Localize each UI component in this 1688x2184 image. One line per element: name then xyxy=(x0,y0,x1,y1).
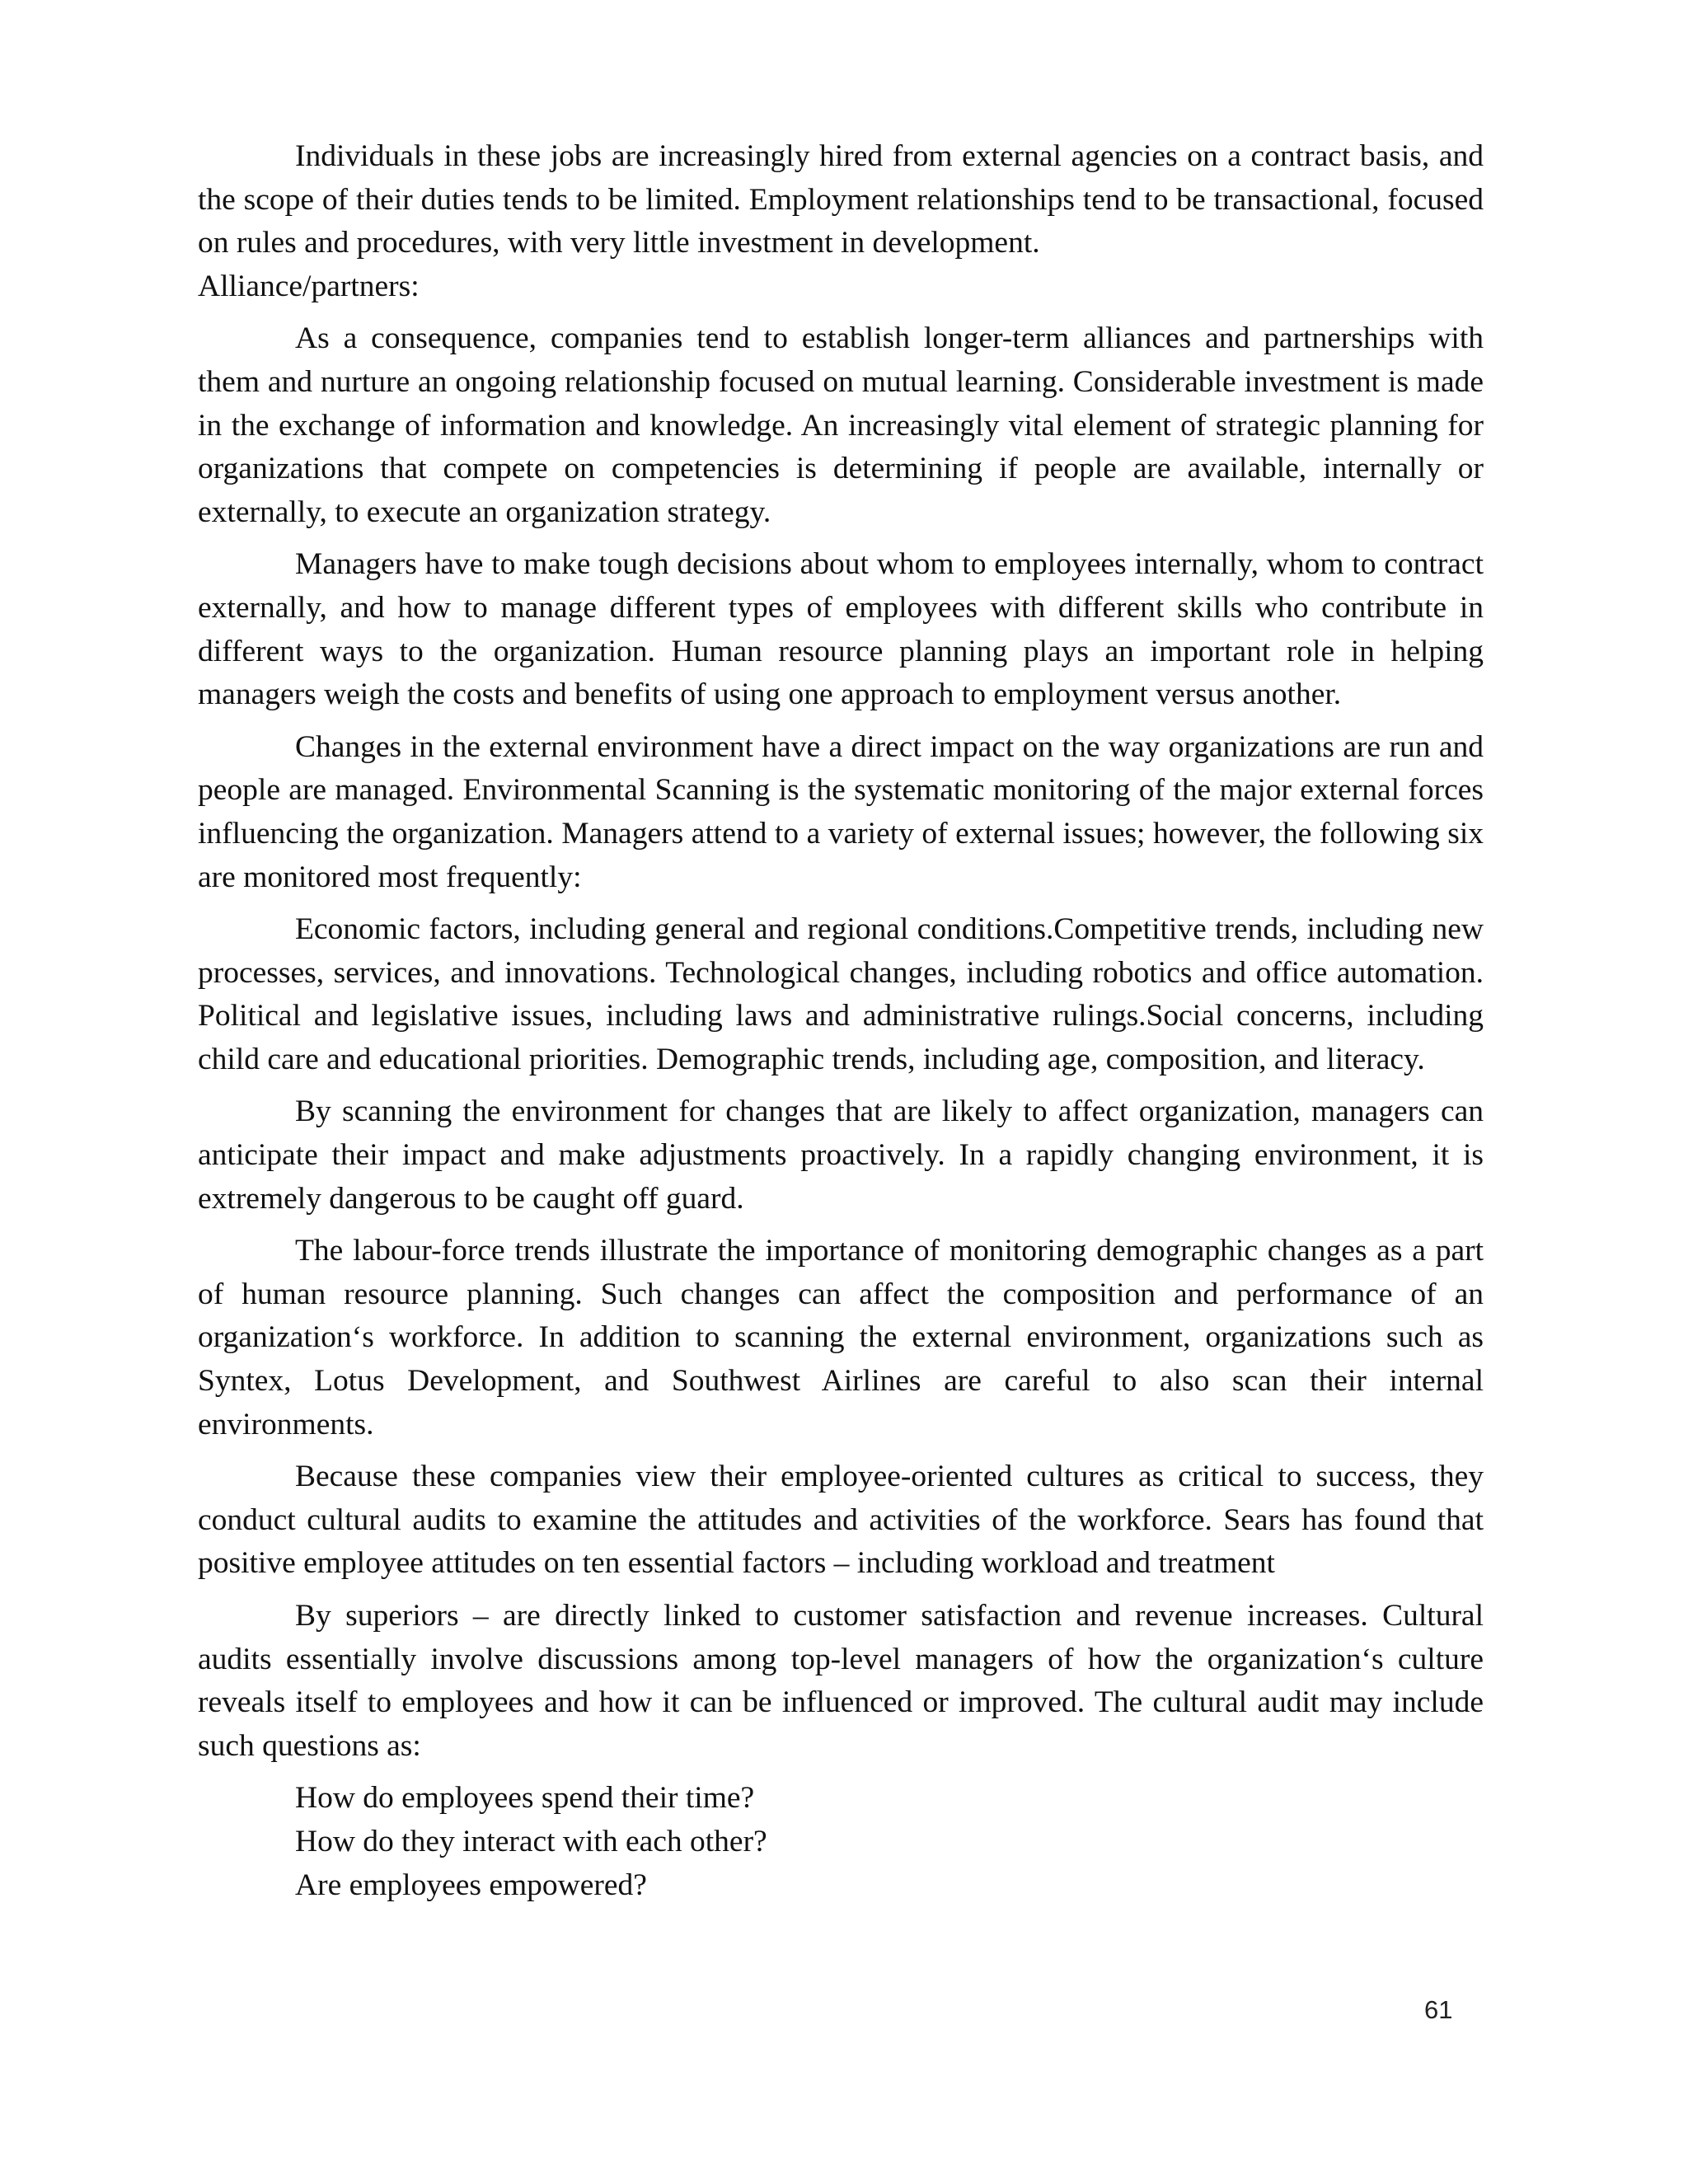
paragraph: Managers have to make tough decisions about whom to employees internally, whom to contract externally, and how to manage different types of employees with different skills who contribute in different ways to the organization. Human resource planning plays an important role in helping managers weigh the costs and benefits of using one approach to employment versus another. xyxy=(198,547,1484,712)
paragraph: As a consequence, companies tend to establish longer-term alliances and partnerships with them and nurture an ongoing relationship focused on mutual learning. Considerable investment is made in the exchange of information and knowledge. An increasingly vital element of strategic planning for organizations that compete on competencies is determining if people are available, internally or externally, to execute an organization strategy. xyxy=(198,321,1484,529)
paragraph: The labour-force trends illustrate the importance of monitoring demographic changes as a part of human resource planning. Such changes can affect the composition and performance of an organization‘s workforce. In addition to scanning the external environment, organizations such as Syntex, Lotus Development, and Southwest Airlines are careful to also scan their internal environments. xyxy=(198,1234,1484,1441)
document-page xyxy=(198,135,1484,1907)
paragraph: Changes in the external environment have a direct impact on the way organizations are run and people are managed. Environmental Scanning is the systematic monitoring of the major external forces influencing the organization. Managers attend to a variety of external issues; however, the following six are monitored most frequently: xyxy=(198,729,1484,894)
question-list xyxy=(198,1777,1484,1907)
paragraph xyxy=(198,135,1484,308)
question-item: Are employees empowered? xyxy=(295,1868,647,1902)
paragraph: By superiors – are directly linked to customer satisfaction and revenue increases. Cultural audits essentially involve discussions among top-level managers of how the organization‘s culture reveals itself to employees and how it can be influenced or improved. The cultural audit may include such questions as: xyxy=(198,1599,1484,1763)
section-label-alliance: Alliance/partners: xyxy=(198,269,420,303)
paragraph: Economic factors, including general and regional conditions.Competitive trends, including new processes, services, and innovations. Technological changes, including robotics and office automation. Political and legislative issues, including laws and administrative rulings.Social concerns, including child care and educational priorities. Demographic trends, including age, composition, and literacy. xyxy=(198,912,1484,1076)
question-item: How do employees spend their time? xyxy=(295,1781,755,1816)
paragraph: Because these companies view their employee-oriented cultures as critical to success, they conduct cultural audits to examine the attitudes and activities of the workforce. Sears has found that positive employee attitudes on ten essential factors – including workload and treatment xyxy=(198,1460,1484,1581)
question-item: How do they interact with each other? xyxy=(295,1824,767,1858)
paragraph-text: Individuals in these jobs are increasingly hired from external agencies on a contract basis, and the scope of their duties tends to be limited. Employment relationships tend to be transactional, focused on rules and procedures, with very little investment in development. xyxy=(198,139,1484,260)
page-number: 61 xyxy=(1424,1995,1453,2024)
paragraph: By scanning the environment for changes that are likely to affect organization, managers can anticipate their impact and make adjustments proactively. In a rapidly changing environment, it is extremely dangerous to be caught off guard. xyxy=(198,1094,1484,1216)
